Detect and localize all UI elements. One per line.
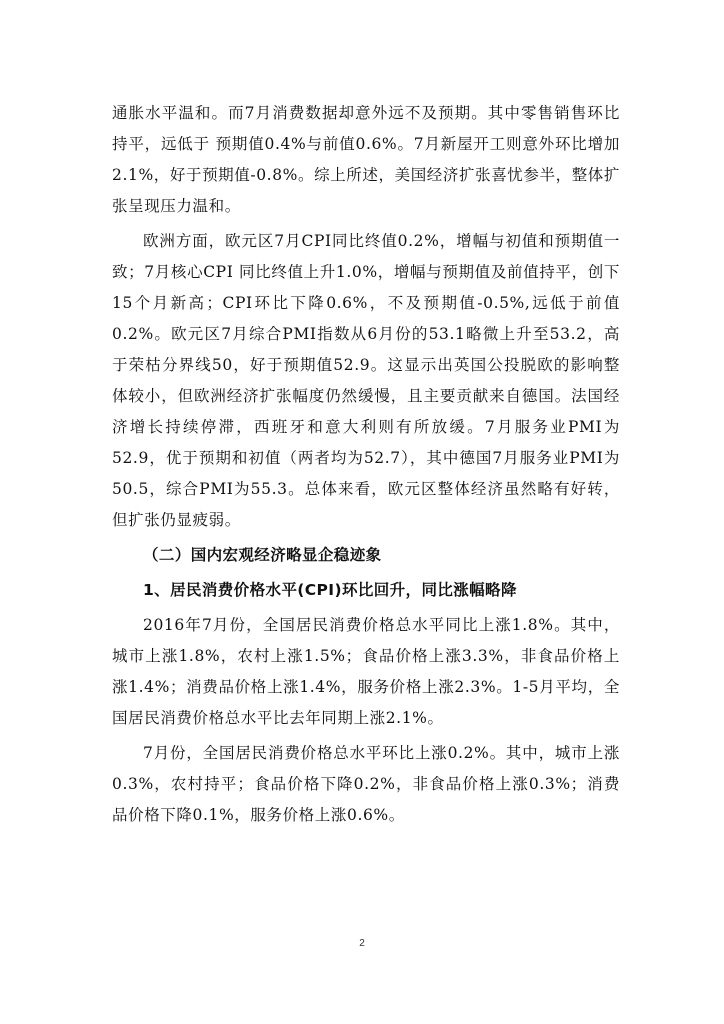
page-number: 2 [359, 938, 365, 949]
document-body [112, 98, 620, 835]
section-heading: （二）国内宏观经济略显企稳迹象 [143, 546, 382, 564]
cpi-yoy-paragraph: 2016年7月份，全国居民消费价格总水平同比上涨1.8%。其中，城市上涨1.8%，农村上涨1.5%；食品价格上涨3.3%，非食品价格上涨1.4%；消费品价格上涨1.4%，服务价格上涨2.3%。1-5月平均，全国居民消费价格总水平比去年同期上涨2.1%。 [112, 616, 620, 727]
eurozone-paragraph: 欧洲方面，欧元区7月CPI同比终值0.2%，增幅与初值和预期值一致；7月核心CPI 同比终值上升1.0%，增幅与预期值及前值持平，创下15个月新高；CPI环比下降0.6%，不及预期值-0.5%,远低于前值0.2%。欧元区7月综合PMI指数从6月份的53.1略微上升至53.2，高于荣枯分界线50，好于预期值52.9。这显示出英国公投脱欧的影响整体较小，但欧洲经济扩张幅度仍然缓慢，且主要贡献来自德国。法国经济增长持续停滞，西班牙和意大利则有所放缓。7月服务业PMI为52.9，优于预期和初值（两者均为52.7），其中德国7月服务业PMI为50.5，综合PMI为55.3。总体来看，欧元区整体经济虽然略有好转，但扩张仍显疲弱。 [112, 232, 620, 529]
cpi-mom-paragraph: 7月份，全国居民消费价格总水平环比上涨0.2%。其中，城市上涨0.3%，农村持平；食品价格下降0.2%，非食品价格上涨0.3%；消费品价格下降0.1%，服务价格上涨0.6%。 [112, 744, 620, 824]
subsection-heading: 1、居民消费价格水平(CPI)环比回升，同比涨幅略降 [143, 581, 517, 599]
us-economy-paragraph: 通胀水平温和。而7月消费数据却意外远不及预期。其中零售销售环比持平，远低于 预期值0.4%与前值0.6%。7月新屋开工则意外环比增加 2.1%，好于预期值-0.8%。综上所述，美国经济扩张喜忧参半，整体扩张呈现压力温和。 [112, 104, 620, 215]
